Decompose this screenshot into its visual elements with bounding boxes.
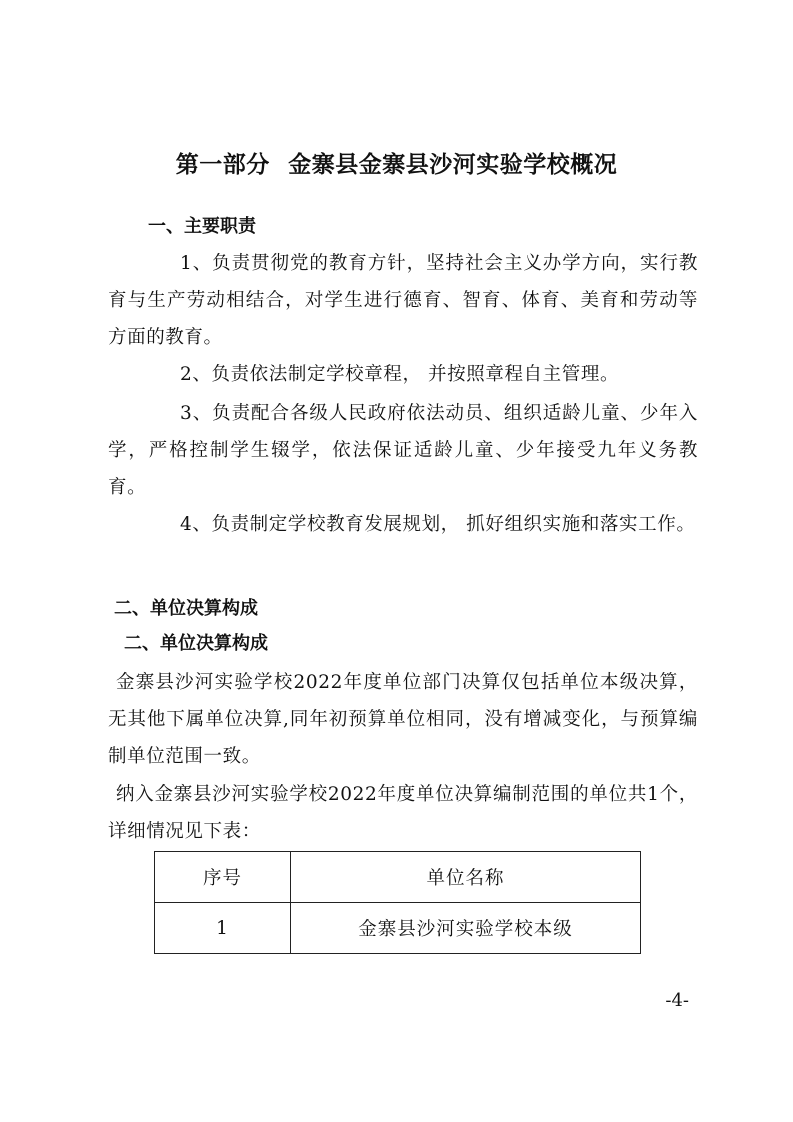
section-heading-budget-composition-repeat: 二、单位决算构成 (124, 633, 268, 654)
table-cell-index: 1 (155, 903, 291, 954)
table-row (155, 903, 641, 954)
table-header-unit-name: 单位名称 (291, 852, 641, 903)
duty-item-1: 1、负责贯彻党的教育方针，坚持社会主义办学方向，实行教育与生产劳动相结合，对学生进行德育、智育、体育、美育和劳动等方面的教育。 (108, 253, 698, 348)
unit-count-paragraph: 纳入金寨县沙河实验学校2022年度单位决算编制范围的单位共1个，详细情况见下表： (108, 784, 698, 842)
page-title: 第一部分 金寨县金寨县沙河实验学校概况 (175, 152, 618, 178)
section-heading-budget-composition: 二、单位决算构成 (114, 598, 258, 619)
section-heading-duties: 一、主要职责 (148, 216, 256, 237)
table-header-row (155, 852, 641, 903)
table-header-index: 序号 (155, 852, 291, 903)
duty-item-3: 3、负责配合各级人民政府依法动员、组织适龄儿童、少年入学，严格控制学生辍学，依法保证适龄儿童、少年接受九年义务教育。 (108, 403, 698, 498)
duty-item-4: 4、负责制定学校教育发展规划， 抓好组织实施和落实工作。 (180, 514, 696, 535)
budget-scope-paragraph: 金寨县沙河实验学校2022年度单位部门决算仅包括单位本级决算，无其他下属单位决算,同年初预算单位相同，没有增减变化，与预算编制单位范围一致。 (108, 672, 698, 767)
page-number: -4- (665, 990, 689, 1011)
unit-table (154, 851, 641, 954)
duty-item-2: 2、负责依法制定学校章程， 并按照章程自主管理。 (180, 364, 620, 385)
table-cell-unit-name: 金寨县沙河实验学校本级 (291, 903, 641, 954)
